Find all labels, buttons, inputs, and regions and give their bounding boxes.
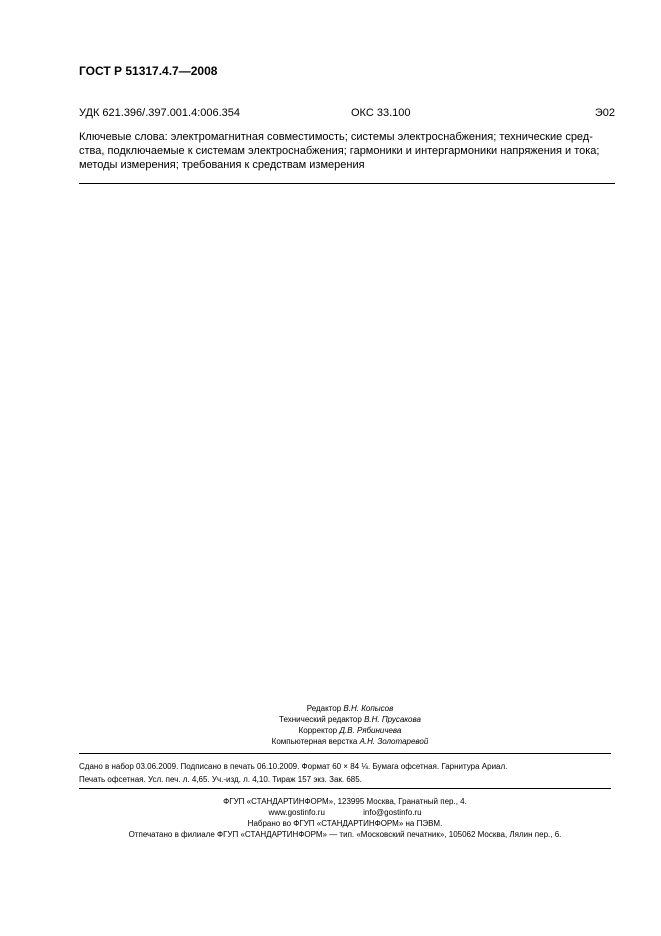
corrector-row [200,725,500,736]
layout-name: А.Н. Золотаревой [359,737,429,746]
print-info-item: Зак. 685. [329,775,362,784]
corrector-label: Корректор [298,726,338,735]
print-info-item: Формат 60 × 84 ⅛. [301,762,371,771]
oks-code: ОКС 33.100 [351,107,411,119]
keywords-block [79,130,615,172]
corrector-name: Д.В. Рябиничева [339,726,402,735]
publisher-block [79,796,611,840]
tech-editor-label: Технический редактор [279,715,362,724]
publisher-email: info@gostinfo.ru [363,808,422,817]
editor-row [200,703,500,714]
keywords-line: ства, подключаемые к системам электроснабжения; гармоники и интергармоники напряжения и тока; [79,145,600,157]
print-info-item: Бумага офсетная. [372,762,440,771]
print-info-item: Уч.-изд. л. 4,10. [211,775,271,784]
credits-block [200,703,500,747]
layout-label: Компьютерная верстка [271,737,358,746]
print-info-block [79,760,611,786]
print-info-item: Подписано в печать 06.10.2009. [180,762,300,771]
print-info-item: Сдано в набор 03.06.2009. [79,762,179,771]
print-info-item: Гарнитура Ариал. [441,762,508,771]
keywords-line: методы измерения; требования к средствам измерения [79,159,365,171]
udk-code: УДК 621.396/.397.001.4:006.354 [79,107,241,119]
tech-editor-name: В.Н. Прусакова [364,715,421,724]
editor-name: В.Н. Копысов [343,704,394,713]
print-info-row [79,773,611,786]
document-code: ГОСТ Р 51317.4.7—2008 [79,64,218,78]
tech-editor-row [200,714,500,725]
print-info-item: Усл. печ. л. 4,65. [147,775,210,784]
divider-top [79,183,615,184]
typeset-note: Набрано во ФГУП «СТАНДАРТИНФОРМ» на ПЭВМ. [247,819,443,828]
print-info-row [79,760,611,773]
publisher-website: www.gostinfo.ru [268,808,325,817]
divider-middle [79,753,611,754]
layout-row [200,736,500,747]
classifier-code: Э02 [594,107,615,119]
keywords-line: Ключевые слова: электромагнитная совместимость; системы электроснабжения; технические сред- [79,131,593,143]
editor-label: Редактор [306,704,342,713]
print-info-item: Тираж 157 экз. [272,775,327,784]
printing-note: Отпечатано в филиале ФГУП «СТАНДАРТИНФОРМ» — тип. «Московский печатник», 105062 Москва, Лялин пер., 6. [128,830,562,839]
publisher-contacts [79,807,611,818]
publisher-address: ФГУП «СТАНДАРТИНФОРМ», 123995 Москва, Гранатный пер., 4. [223,797,467,806]
divider-bottom [79,788,611,789]
classification-row [79,107,615,121]
print-info-item: Печать офсетная. [79,775,146,784]
